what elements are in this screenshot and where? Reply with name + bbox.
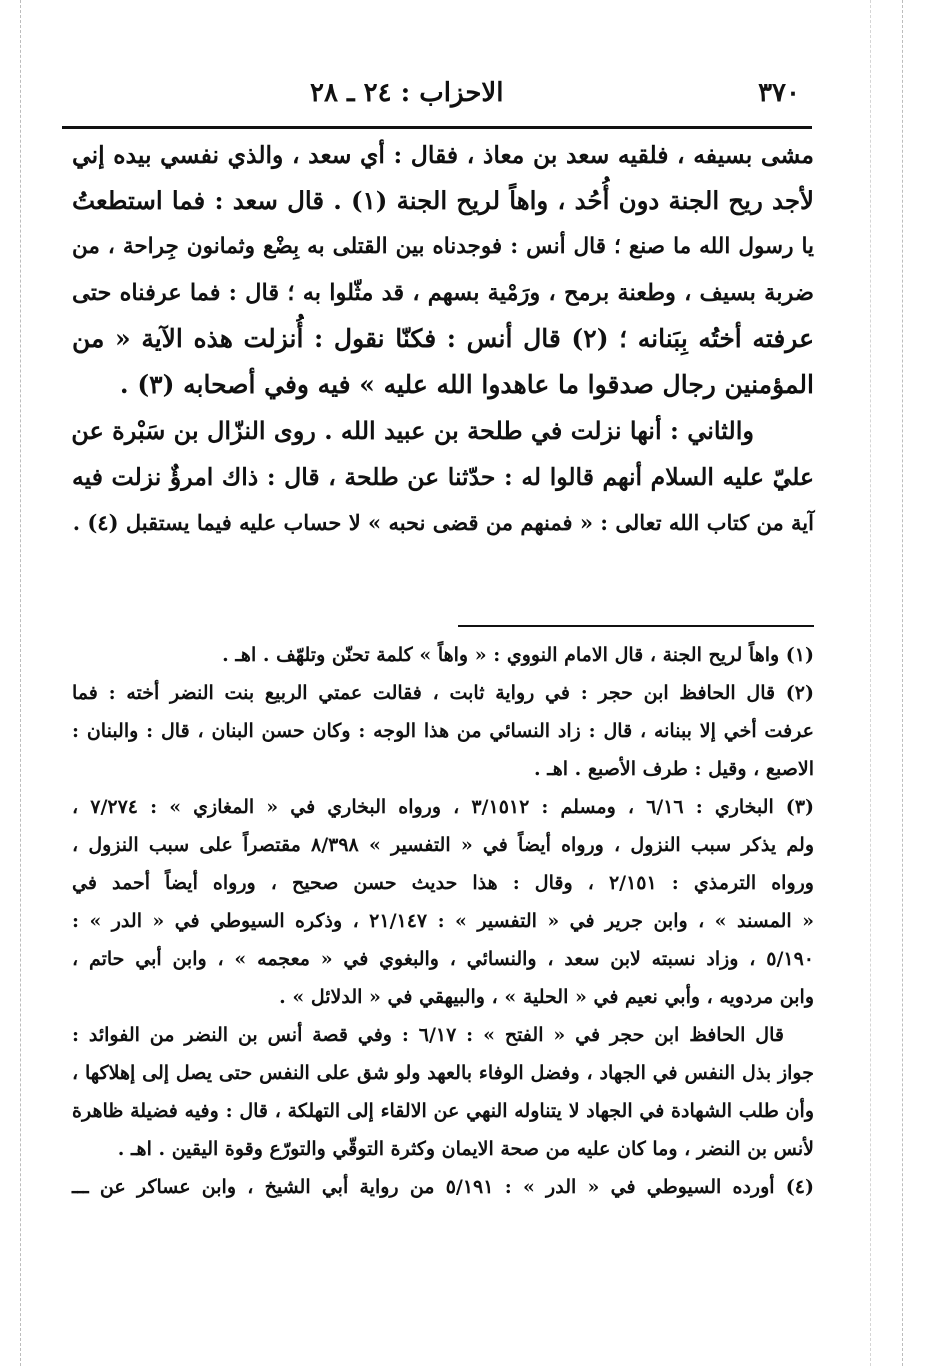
footnote-line: (٤) أورده السيوطي في « الدر » : ٥/١٩١ من رواية أبي الشيخ ، وابن عساكر عن ـــ — [72, 1176, 814, 1198]
main-text — [72, 132, 814, 546]
footnote-line: (٢) قال الحافظ ابن حجر : في رواية ثابت ، فقالت عمتي الربيع بنت النضر أخته : فما — [72, 682, 814, 704]
running-title: الاحزاب : ٢٤ ـ ٢٨ — [310, 78, 504, 108]
footnote-line: جواز بذل النفس في الجهاد ، وفضل الوفاء بالعهد ولو شق على النفس حتى يصل إلى إهلاكها ، — [72, 1062, 814, 1084]
footnotes — [72, 636, 814, 1206]
main-text-line: آية من كتاب الله تعالى : « فمنهم من قضى نحبه » لا حساب عليه فيما يستقبل (٤) . — [72, 510, 814, 535]
page-header — [60, 78, 800, 118]
footnote-separator — [458, 625, 814, 627]
footnote-line: « المسند » ، وابن جرير في « التفسير » : ٢١/١٤٧ ، وذكره السيوطي في « الدر » : — [72, 910, 814, 932]
page-number: ٣٧٠ — [758, 78, 800, 108]
footnote-line: الاصبع ، وقيل : طرف الأصبع . اهـ . — [533, 758, 814, 780]
footnote-line: ٥/١٩٠ ، وزاد نسبته لابن سعد ، والنسائي ، والبغوي في « معجمه » ، وابن أبي حاتم ، — [72, 948, 814, 970]
header-rule — [62, 126, 812, 129]
footnote-line: (١) واهاً لريح الجنة ، قال الامام النووي : « واهاً » كلمة تحنّن وتلهّف . اهـ . — [222, 644, 814, 666]
footnote-line: (٣) البخاري : ٦/١٦ ، ومسلم : ٣/١٥١٢ ، ورواه البخاري في « المغازي » : ٧/٢٧٤ ، — [72, 796, 815, 818]
footnote-line: لأنس بن النضر ، وما كان عليه من صحة الايمان وكثرة التوقّي والتورّع وقوة اليقين . اهـ . — [117, 1138, 814, 1160]
footnote-line: وابن مردويه ، وأبي نعيم في « الحلية » ، والبيهقي في « الدلائل » . — [279, 986, 814, 1008]
footnote-line: عرفت أخي إلا ببنانه ، قال : زاد النسائي من هذا الوجه : وكان حسن البنان ، قال : والبنان : — [72, 720, 814, 742]
main-text-line: مشى بسيفه ، فلقيه سعد بن معاذ ، فقال : أي سعد ، والذي نفسي بيده إني — [72, 141, 814, 169]
main-text-line: لأجد ريح الجنة دون أُحُد ، واهاً لريح الجنة (١) . قال سعد : فما استطعتُ — [72, 186, 814, 215]
main-text-line: والثاني : أنها نزلت في طلحة بن عبيد الله . روى النزّال بن سَبْرة عن — [71, 416, 754, 445]
footnote-line: ورواه الترمذي : ٢/١٥١ ، وقال : هذا حديث حسن صحيح ، ورواه أيضاً أحمد في — [72, 872, 814, 894]
main-text-line: يا رسول الله ما صنع ؛ قال أنس : فوجدناه بين القتلى به بِضْع وثمانون جِراحة ، من — [72, 234, 815, 259]
footnote-line: قال الحافظ ابن حجر في « الفتح » : ٦/١٧ : وفي قصة أنس بن النضر من الفوائد : — [72, 1024, 784, 1046]
main-text-line: عرفته أختُه بِبَنانه ؛ (٢) قال أنس : فكنّا نقول : أُنزلت هذه الآية « من — [72, 324, 814, 353]
main-text-line: المؤمنين رجال صدقوا ما عاهدوا الله عليه » فيه وفي أصحابه (٣) . — [119, 370, 814, 399]
main-text-line: ضربة بسيف ، وطعنة برمح ، ورَمْية بسهم ، قد مثّلوا به ؛ قال : فما عرفناه حتى — [72, 280, 814, 306]
footnote-line: ولم يذكر سبب النزول ، ورواه أيضاً في « التفسير » ٨/٣٩٨ مقتصراً على سبب النزول ، — [72, 834, 814, 856]
scan-edge-left — [20, 0, 21, 1366]
scan-edge-inner — [870, 0, 871, 1366]
footnote-line: وأن طلب الشهادة في الجهاد لا يتناوله النهي عن الالقاء إلى التهلكة ، قال : وفيه فضيلة ظاهرة — [72, 1100, 814, 1122]
main-text-line: عليّ عليه السلام أنهم قالوا له : حدّثنا عن طلحة ، قال : ذاك امرؤٌ نزلت فيه — [72, 463, 814, 491]
scan-edge-right — [902, 0, 903, 1366]
